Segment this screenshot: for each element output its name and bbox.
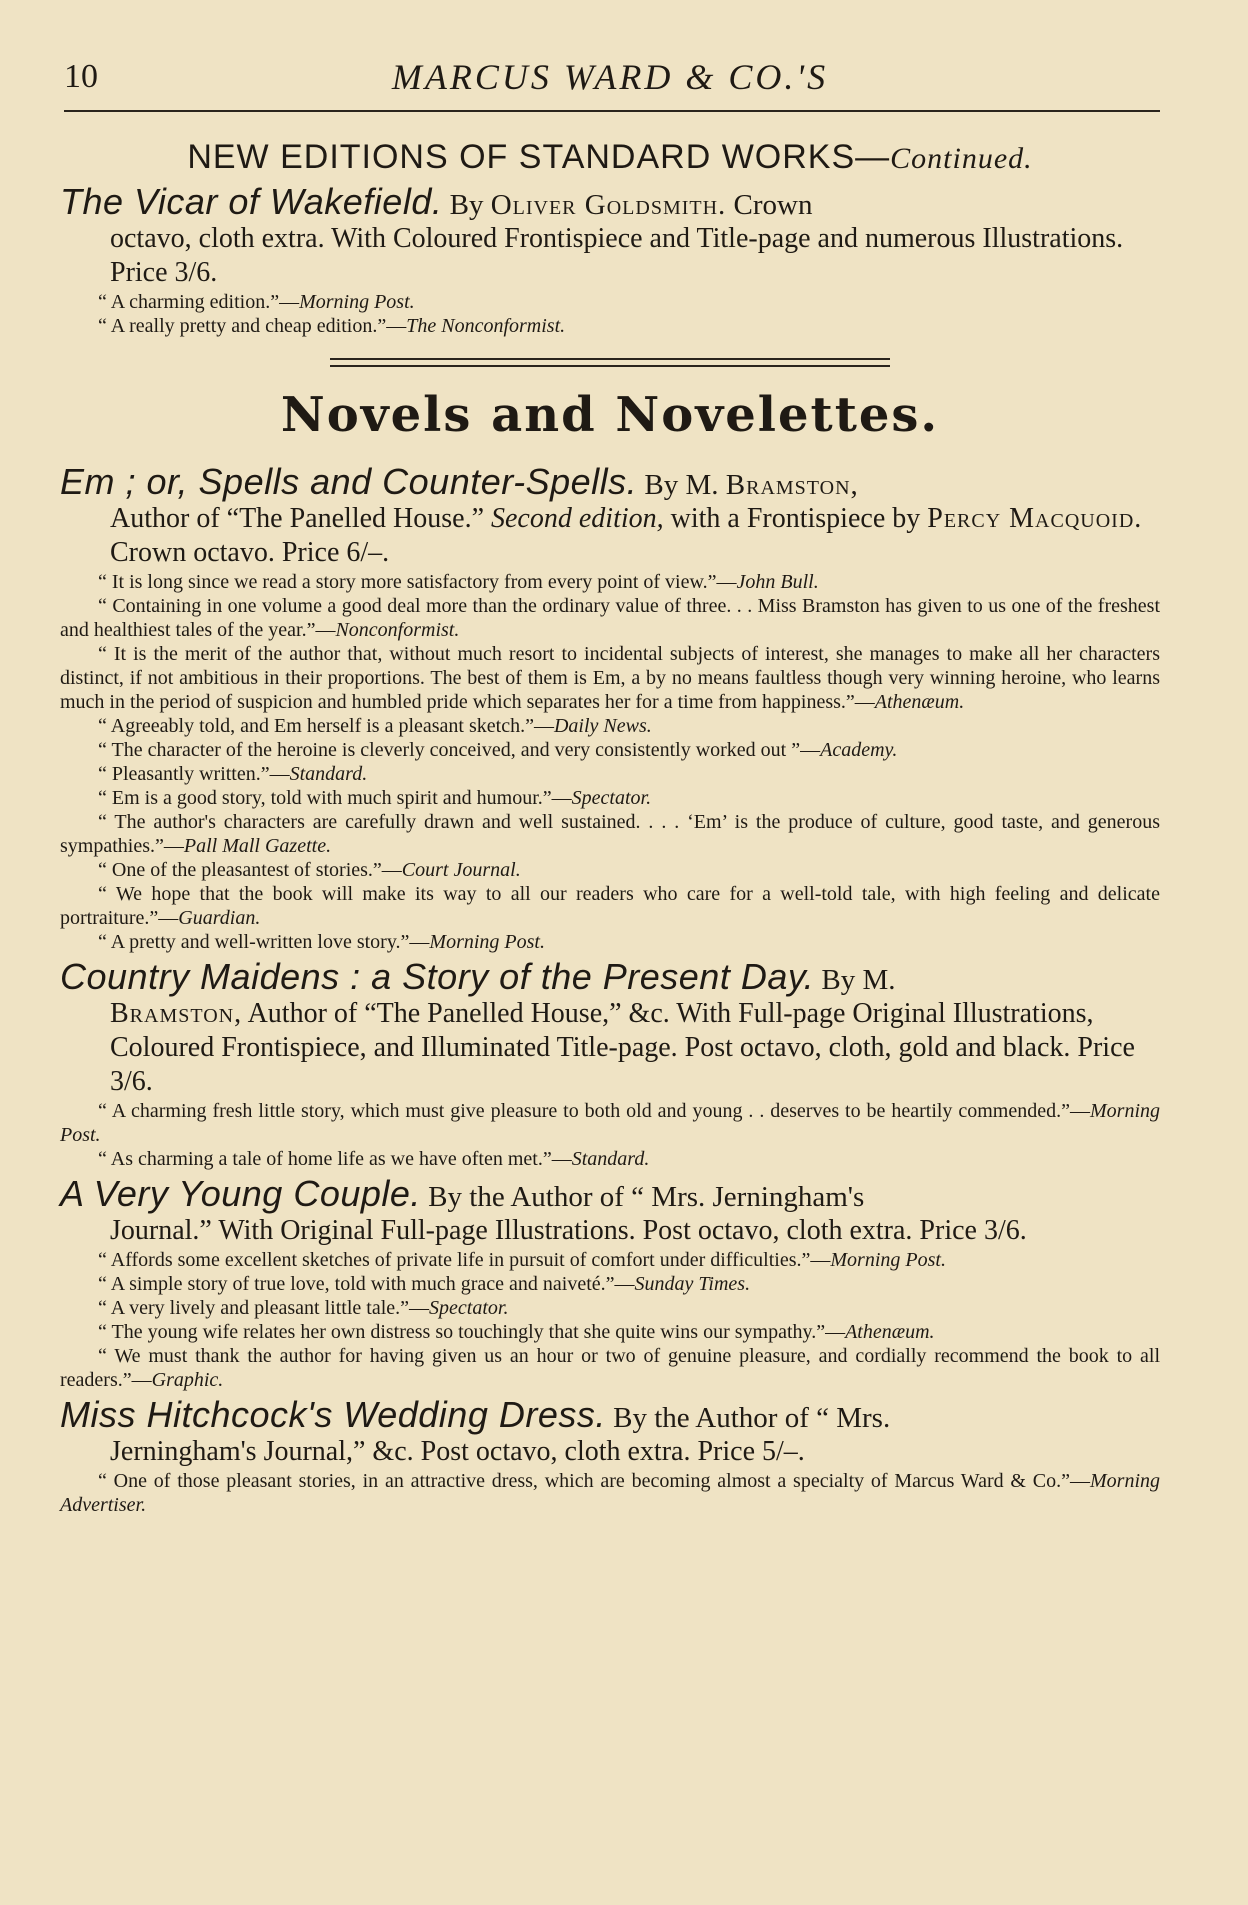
review-quote <box>60 810 1160 858</box>
review-source: Morning Post. <box>830 1249 946 1271</box>
review-source: Morning Post. <box>299 291 415 313</box>
review-list <box>60 290 1160 338</box>
review-quote <box>60 714 1160 738</box>
review-quote <box>60 762 1160 786</box>
review-text: “ One of the pleasantest of stories.”— <box>98 859 402 881</box>
header-rule <box>64 110 1160 112</box>
review-text: “ A pretty and well-written love story.”— <box>98 931 430 953</box>
review-quote <box>60 1272 1160 1296</box>
book-title: A Very Young Couple. <box>60 1173 421 1214</box>
entry-heading <box>60 956 1160 997</box>
entry-description <box>60 997 1160 1099</box>
review-quote <box>60 642 1160 714</box>
entry-description <box>60 502 1160 570</box>
entry-heading <box>60 1173 1160 1214</box>
review-source: Court Journal. <box>401 859 521 881</box>
illustrator-name: Percy Macquoid. <box>927 503 1143 534</box>
review-quote <box>60 1147 1160 1171</box>
review-quote <box>60 930 1160 954</box>
entry-heading <box>60 461 1160 502</box>
entry-description: Journal.” With Original Full-page Illustrations. Post octavo, cloth extra. Price 3/6. <box>110 1215 1027 1246</box>
entry-heading <box>60 1394 1160 1435</box>
entry-very-young-couple <box>60 1173 1160 1392</box>
review-quote <box>60 738 1160 762</box>
entry-miss-hitchcock <box>60 1394 1160 1517</box>
review-quote <box>60 594 1160 642</box>
book-title: Miss Hitchcock's Wedding Dress. <box>60 1394 606 1435</box>
review-source: Morning Post. <box>60 1100 1160 1146</box>
by-text: By the Author of “ Mrs. Jerningham's <box>420 1181 865 1213</box>
by-text: By <box>442 189 491 221</box>
entry-description: Jerningham's Journal,” &c. Post octavo, cloth extra. Price 5/–. <box>110 1436 805 1467</box>
review-source: John Bull. <box>736 571 819 593</box>
review-quote <box>60 1469 1160 1517</box>
entry-vicar <box>60 181 1160 338</box>
review-source: The Nonconformist. <box>406 315 566 337</box>
section-title-text: NEW EDITIONS OF STANDARD WORKS— <box>187 138 891 176</box>
review-list <box>60 1099 1160 1171</box>
review-source: Pall Mall Gazette. <box>183 835 332 857</box>
review-text: “ Affords some excellent sketches of private life in pursuit of comfort under difficulties.”— <box>98 1249 831 1271</box>
review-text: “ We must thank the author for having given us an hour or two of genuine pleasure, and cordially recommend the book to all readers.”— <box>60 1345 1160 1391</box>
review-text: “ A charming fresh little story, which must give pleasure to both old and young . . deserves to be heartily commended.”— <box>98 1100 1090 1122</box>
author-name: Oliver Goldsmith. <box>490 189 727 221</box>
review-list <box>60 570 1160 954</box>
page-number: 10 <box>64 58 98 95</box>
book-title: Country Maidens : a Story of the Present Day. <box>60 956 815 997</box>
section-continued: Continued. <box>890 142 1033 175</box>
review-text: “ The young wife relates her own distress so touchingly that she quite wins our sympathy.”— <box>98 1321 846 1343</box>
review-source: Spectator. <box>429 1297 509 1319</box>
entry-country-maidens <box>60 956 1160 1171</box>
page-content <box>60 138 1160 1517</box>
description-text: Author of “The Panelled House,” &c. With Full-page Original Illustrations, Coloured Frontispiece, and Illuminated Title-page. Post octavo, cloth, gold and black. Price 3/6. <box>110 998 1135 1097</box>
entry-em <box>60 461 1160 954</box>
review-source: Athenæum. <box>874 691 965 713</box>
by-text: By M. <box>637 469 726 501</box>
review-text: “ The character of the heroine is cleverly conceived, and very consistently worked out ”— <box>98 739 821 761</box>
review-text: “ A really pretty and cheap edition.”— <box>98 315 407 337</box>
by-text: By M. <box>814 964 896 996</box>
review-text: “ Agreeably told, and Em herself is a pleasant sketch.”— <box>98 715 554 737</box>
review-list <box>60 1248 1160 1392</box>
entry-description: octavo, cloth extra. With Coloured Frontispiece and Title-page and numerous Illustrations. Price 3/6. <box>110 223 1124 288</box>
review-quote <box>60 314 1160 338</box>
review-source: Sunday Times. <box>634 1273 751 1295</box>
review-quote <box>60 1344 1160 1392</box>
review-source: Academy. <box>820 739 898 761</box>
review-text: “ Containing in one volume a good deal more than the ordinary value of three. . . Miss Bramston has given to us one of the freshest and healthiest tales of the year.”— <box>60 595 1160 641</box>
review-source: Athenæum. <box>845 1321 935 1343</box>
review-source: Nonconformist. <box>335 619 460 641</box>
review-source: Morning Advertiser. <box>60 1470 1160 1516</box>
entry-heading <box>60 181 1160 222</box>
review-text: “ A very lively and pleasant little tale.”— <box>98 1297 430 1319</box>
double-rule-divider <box>330 358 890 367</box>
review-text: “ It is long since we read a story more satisfactory from every point of view.”— <box>98 571 737 593</box>
review-source: Daily News. <box>553 715 652 737</box>
review-text: “ Pleasantly written.”— <box>98 763 290 785</box>
page-header <box>60 52 1160 102</box>
heading-tail: Crown <box>726 189 813 221</box>
review-text: “ Em is a good story, told with much spirit and humour.”— <box>98 787 572 809</box>
review-quote <box>60 858 1160 882</box>
review-quote <box>60 1099 1160 1147</box>
review-text: “ The author's characters are carefully drawn and well sustained. . . . ‘Em’ is the produce of culture, good taste, and generous sympathies.”— <box>60 811 1160 857</box>
review-source: Standard. <box>289 763 368 785</box>
description-text: Crown octavo. Price 6/–. <box>110 537 390 568</box>
running-title: MARCUS WARD & CO.'S <box>391 57 829 97</box>
edition-note: Second edition, <box>491 503 664 534</box>
book-title: The Vicar of Wakefield. <box>60 181 443 222</box>
review-text: “ As charming a tale of home life as we have often met.”— <box>98 1148 572 1170</box>
review-text: “ A charming edition.”— <box>98 291 300 313</box>
review-quote <box>60 1320 1160 1344</box>
review-text: “ It is the merit of the author that, without much resort to incidental subjects of interest, she manages to make all her characters distinct, if not ambitious in their proportions. The best of them is Em, a by no means faultless though very winning heroine, who learns much in the period of suspicion and humbled pride which separates her for a time from happiness.”— <box>60 643 1160 713</box>
review-source: Guardian. <box>178 907 261 929</box>
description-text: Author of “The Panelled House.” <box>110 503 491 534</box>
novels-heading: Novels and Novelettes. <box>280 387 940 443</box>
review-source: Standard. <box>571 1148 650 1170</box>
review-quote <box>60 1296 1160 1320</box>
review-quote <box>60 290 1160 314</box>
review-text: “ We hope that the book will make its way to all our readers who care for a well-told tale, with high feeling and delicate portraiture.”— <box>60 883 1160 929</box>
review-source: Spectator. <box>571 787 652 809</box>
by-text: By the Author of “ Mrs. <box>605 1402 891 1434</box>
review-quote <box>60 882 1160 930</box>
review-source: Morning Post. <box>429 931 545 953</box>
author-name: Bramston, <box>725 469 859 501</box>
review-text: “ A simple story of true love, told with much grace and naiveté.”— <box>98 1273 635 1295</box>
section-title <box>60 138 1160 177</box>
book-title: Em ; or, Spells and Counter-Spells. <box>60 461 638 502</box>
review-text: “ One of those pleasant stories, in an attractive dress, which are becoming almost a specialty of Marcus Ward & Co.”— <box>98 1470 1090 1492</box>
description-text: with a Frontispiece by <box>663 503 928 534</box>
review-quote <box>60 1248 1160 1272</box>
review-quote <box>60 786 1160 810</box>
review-list <box>60 1469 1160 1517</box>
review-quote <box>60 570 1160 594</box>
author-name: Bramston, <box>110 998 243 1029</box>
review-source: Graphic. <box>151 1369 224 1391</box>
